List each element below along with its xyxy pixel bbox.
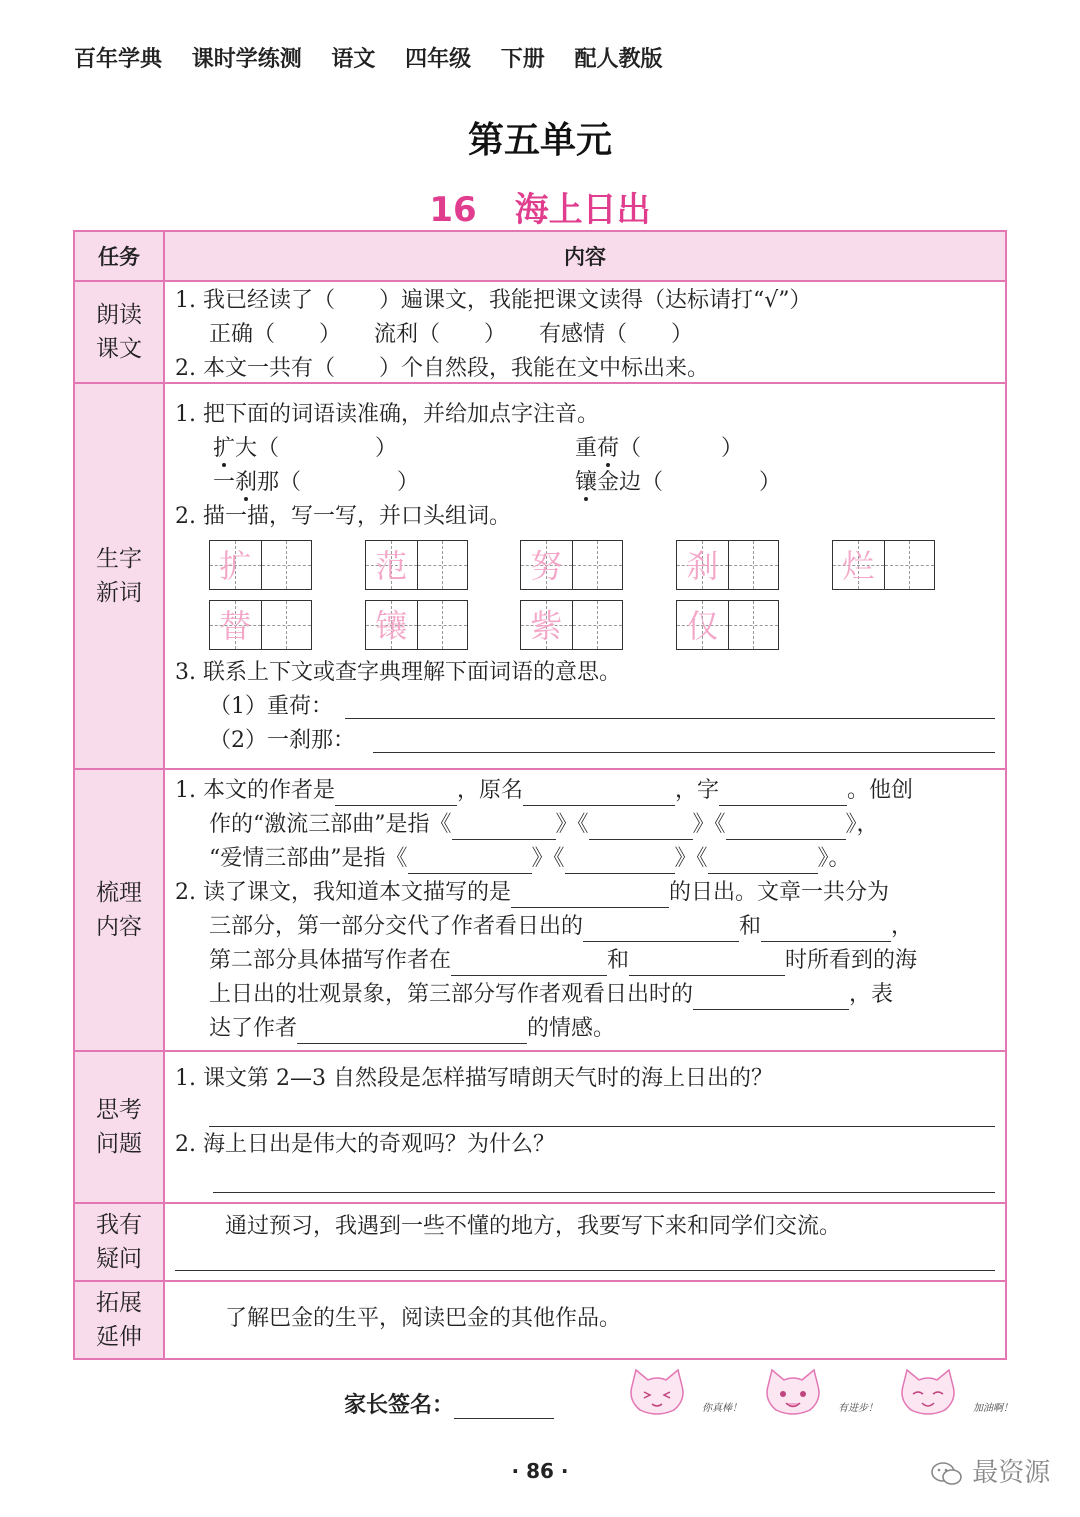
word-text: 重 — [575, 436, 598, 461]
sign-label: 家长签名： — [344, 1393, 455, 1418]
trace-char: 紫 — [530, 607, 563, 645]
task-label-line: 我有 — [96, 1212, 142, 1238]
trace-char: 替 — [219, 607, 252, 645]
row-think — [74, 1051, 1006, 1203]
text: 的情感。 — [527, 1016, 616, 1041]
cat-face-icon — [622, 1366, 692, 1420]
row-vocab — [74, 383, 1006, 769]
task-label — [74, 769, 164, 1051]
task-label-line: 内容 — [96, 914, 142, 940]
content-cell — [164, 769, 1006, 1051]
book-header — [74, 42, 684, 73]
task-label — [74, 1051, 164, 1203]
sticker-label: 有进步！ — [838, 1403, 878, 1414]
header-item: 语文 — [331, 47, 376, 72]
header-item: 四年级 — [405, 47, 472, 72]
task-table — [73, 230, 1007, 1360]
task-label — [74, 383, 164, 769]
writing-grid[interactable] — [365, 540, 468, 590]
text: 和 — [739, 914, 762, 939]
task-label-line: 延伸 — [96, 1324, 142, 1350]
vocab-question-1: 1. 把下面的词语读准确，并给加点字注音。 — [175, 402, 599, 427]
reading-line-2: 正确（ ） 流利（ ） 有感情（ ） — [209, 322, 694, 347]
extend-text: 了解巴金的生平，阅读巴金的其他作品。 — [225, 1306, 622, 1331]
dotted-char: 镶 — [575, 470, 598, 495]
signature-blank[interactable] — [454, 1394, 554, 1419]
fill-blank[interactable] — [335, 781, 457, 806]
fill-blank[interactable] — [408, 849, 532, 874]
reading-line-3: 2. 本文一共有（ ）个自然段，我能在文中标出来。 — [175, 356, 709, 381]
answer-line[interactable] — [213, 1192, 995, 1193]
text: 第二部分具体描写作者在 — [209, 948, 452, 973]
row-doubt — [74, 1203, 1006, 1281]
content-line-5 — [209, 912, 913, 942]
watermark-text: 最资源 — [972, 1458, 1051, 1488]
answer-line[interactable] — [209, 1126, 995, 1127]
word-text: ） — [375, 436, 398, 461]
word-text: 大（ — [235, 436, 280, 461]
page-number: · 86 · — [511, 1459, 569, 1483]
content-line-1 — [175, 776, 913, 806]
cat-face-icon — [758, 1366, 828, 1420]
word-text: （ — [619, 436, 642, 461]
fill-blank[interactable] — [565, 849, 675, 874]
fill-blank[interactable] — [451, 951, 607, 976]
task-label-line: 疑问 — [96, 1246, 142, 1272]
writing-grid[interactable] — [676, 540, 779, 590]
task-label-line: 思考 — [96, 1097, 142, 1123]
text: ，表 — [849, 982, 894, 1007]
sticker-cheer — [893, 1366, 1013, 1420]
fill-blank[interactable] — [693, 985, 849, 1010]
fill-blank[interactable] — [726, 815, 846, 840]
watermark — [930, 1452, 1050, 1489]
text: 》《 — [674, 846, 708, 871]
writing-grid[interactable] — [676, 600, 779, 650]
lesson-title — [0, 182, 1080, 231]
task-label-line: 拓展 — [96, 1290, 142, 1316]
content-line-3 — [209, 844, 851, 874]
task-label — [74, 281, 164, 383]
text: 三部分，第一部分交代了作者看日出的 — [209, 914, 584, 939]
word-text: ） — [397, 470, 420, 495]
writing-grid[interactable] — [832, 540, 935, 590]
word-zhonghe — [575, 434, 743, 464]
answer-line[interactable] — [345, 718, 995, 719]
task-label-line: 生字 — [96, 546, 142, 572]
sticker-label: 你真棒！ — [702, 1403, 742, 1414]
text: 2. 读了课文，我知道本文描写的是 — [175, 880, 511, 905]
trace-char: 努 — [530, 547, 563, 585]
doubt-text: 通过预习，我遇到一些不懂的地方，我要写下来和同学们交流。 — [225, 1214, 842, 1239]
trace-char: 镶 — [375, 607, 408, 645]
trace-char: 扩 — [219, 547, 252, 585]
row-extend — [74, 1281, 1006, 1359]
task-label — [74, 1281, 164, 1359]
fill-blank[interactable] — [761, 917, 891, 942]
lesson-name: 海上日出 — [514, 190, 651, 230]
text: 作的“激流三部曲”是指《 — [209, 812, 452, 837]
fill-blank[interactable] — [583, 917, 739, 942]
think-question-2: 2. 海上日出是伟大的奇观吗？为什么？ — [175, 1132, 555, 1157]
task-label — [74, 1203, 164, 1281]
lesson-number: 16 — [429, 190, 477, 230]
content-line-8 — [209, 1014, 615, 1044]
content-cell — [164, 1203, 1006, 1281]
text: “爱情三部曲”是指《 — [209, 846, 408, 871]
fill-blank[interactable] — [511, 883, 669, 908]
sticker-progress — [758, 1366, 878, 1420]
content-cell — [164, 281, 1006, 383]
word-text: 一 — [213, 470, 236, 495]
vocab-question-2: 2. 描一描，写一写，并口头组词。 — [175, 504, 511, 529]
parent-signature — [344, 1388, 554, 1419]
answer-line[interactable] — [175, 1270, 995, 1271]
text: 》， — [845, 812, 879, 837]
trace-char: 烂 — [842, 547, 875, 585]
think-question-1: 1. 课文第 2—3 自然段是怎样描写晴朗天气时的海上日出的？ — [175, 1066, 773, 1091]
row-reading — [74, 281, 1006, 383]
text: 》。 — [817, 846, 851, 871]
text: 》《 — [555, 812, 589, 837]
word-kuoda — [213, 434, 397, 464]
word-text: 金边（ — [597, 470, 664, 495]
content-cell — [164, 1051, 1006, 1203]
fill-blank[interactable] — [719, 781, 847, 806]
header-item: 配人教版 — [574, 47, 663, 72]
word-yichana — [213, 468, 419, 498]
sticker-label: 加油啊！ — [973, 1403, 1013, 1414]
text: 和 — [607, 948, 630, 973]
text: 上日出的壮观景象，第三部分写作者观看日出时的 — [209, 982, 694, 1007]
text: 的日出。文章一共分为 — [669, 880, 890, 905]
text: 》《 — [531, 846, 565, 871]
writing-grid[interactable] — [520, 600, 623, 650]
word-text: ） — [721, 436, 744, 461]
header-item: 课时学练测 — [191, 47, 302, 72]
wechat-icon — [930, 1461, 964, 1487]
unit-title: 第五单元 — [467, 120, 612, 161]
trace-char: 仅 — [686, 607, 719, 645]
text: 1. 本文的作者是 — [175, 778, 335, 803]
fill-blank[interactable] — [523, 781, 675, 806]
sticker-great — [622, 1366, 742, 1420]
reading-line-1: 1. 我已经读了（ ）遍课文，我能把课文读得（达标请打“√”） — [175, 288, 812, 313]
answer-line[interactable] — [373, 752, 995, 753]
header-item: 百年学典 — [74, 47, 163, 72]
text: ，字 — [675, 778, 720, 803]
text: ， — [891, 914, 914, 939]
word-xiangjinbian — [575, 468, 781, 498]
content-line-7 — [209, 980, 893, 1010]
trace-char: 刹 — [686, 547, 719, 585]
header-task: 任务 — [74, 231, 164, 281]
fill-blank[interactable] — [452, 815, 556, 840]
word-text: ） — [759, 470, 782, 495]
text: 》《 — [692, 812, 726, 837]
content-cell — [164, 383, 1006, 769]
table-header-row — [74, 231, 1006, 281]
word-text: 那（ — [257, 470, 302, 495]
cat-face-icon — [893, 1366, 963, 1420]
writing-grid[interactable] — [365, 600, 468, 650]
dotted-char: 刹 — [235, 470, 258, 495]
vocab-question-3: 3. 联系上下文或查字典理解下面词语的意思。 — [175, 660, 621, 685]
fill-blank[interactable] — [708, 849, 818, 874]
dotted-char: 荷 — [597, 436, 620, 461]
text: 。他创 — [847, 778, 914, 803]
fill-blank[interactable] — [589, 815, 693, 840]
text: ，原名 — [456, 778, 523, 803]
text: 时所看到的海 — [785, 948, 918, 973]
task-label-line: 梳理 — [96, 880, 142, 906]
writing-grid[interactable] — [209, 600, 312, 650]
trace-char: 范 — [375, 547, 408, 585]
dotted-char: 扩 — [213, 436, 236, 461]
text: 达了作者 — [209, 1016, 298, 1041]
writing-grid[interactable] — [209, 540, 312, 590]
task-label-line: 课文 — [96, 336, 142, 362]
task-label-line: 新词 — [96, 580, 142, 606]
content-line-6 — [209, 946, 917, 976]
header-content: 内容 — [164, 231, 1006, 281]
writing-grid[interactable] — [520, 540, 623, 590]
header-item: 下册 — [500, 47, 545, 72]
task-label-line: 问题 — [96, 1131, 142, 1157]
fill-blank[interactable] — [629, 951, 785, 976]
task-label-line: 朗读 — [96, 302, 142, 328]
content-cell — [164, 1281, 1006, 1359]
vocab-sub-1: （1）重荷： — [209, 694, 333, 719]
row-content — [74, 769, 1006, 1051]
content-line-4 — [175, 878, 889, 908]
content-line-2 — [209, 810, 879, 840]
vocab-sub-2: （2）一刹那： — [209, 728, 355, 753]
fill-blank[interactable] — [297, 1019, 527, 1044]
